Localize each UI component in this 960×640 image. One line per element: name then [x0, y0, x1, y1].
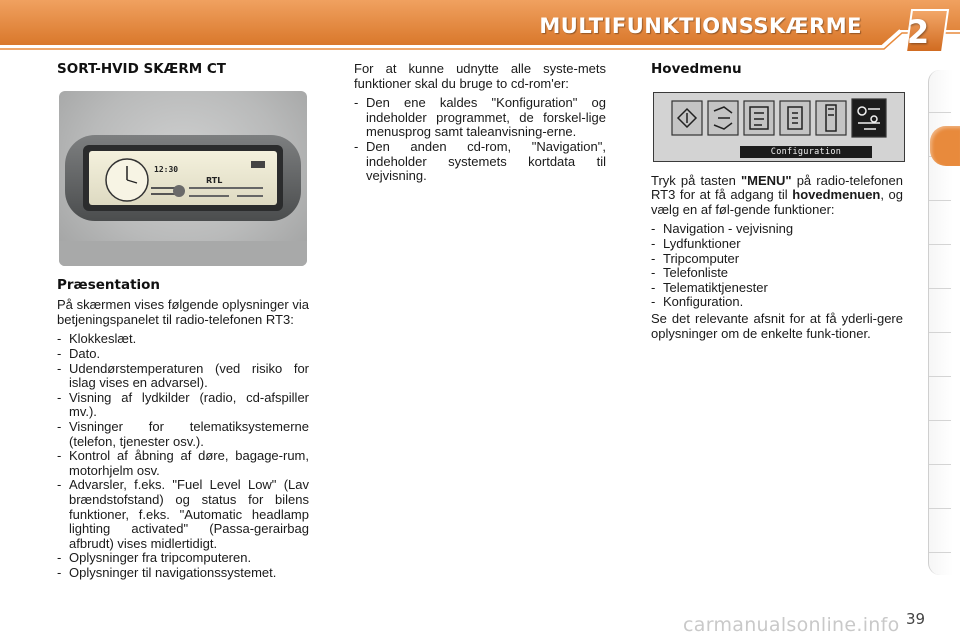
list-item: - Tripcomputer — [651, 252, 903, 267]
presentation-list — [57, 332, 309, 580]
right-column — [651, 62, 903, 346]
list-item: - Konfiguration. — [651, 295, 903, 310]
page-header — [0, 0, 960, 52]
menu-instruction: Tryk på tasten "MENU" på radio-telefonen RT3 for at få adgang til hovedmenuen, og vælg en af føl-gende funktioner: — [651, 172, 903, 217]
list-item: - Visninger for telematiksystemerne (telefon, tjenester osv.). — [57, 420, 309, 449]
list-item: - Advarsler, f.eks. "Fuel Level Low" (Lav brændstofstand) og status for bilens funktioner, f.eks. "Automatic headlamp lighting activated" (Passa-gerairbag afbrudt) vises midlertidigt. — [57, 478, 309, 551]
main-menu-screen — [653, 92, 905, 162]
presentation-intro: På skærmen vises følgende oplysninger via betjeningspanelet til radio-telefonen RT3: — [57, 297, 309, 327]
display-clock: 12:30 — [154, 164, 179, 174]
list-item: - Telematiktjenester — [651, 281, 903, 296]
list-item: - Navigation - vejvisning — [651, 222, 903, 237]
list-item: - Den ene kaldes "Konfiguration" og indeholder programmet, de forskel-lige menusprog samt taleanvisning-erne. — [354, 96, 606, 140]
cdrom-intro: For at kunne udnytte alle syste-mets funktioner skal du bruge to cd-rom'er: — [354, 61, 606, 91]
list-item: - Kontrol af åbning af døre, bagage-rum, motorhjelm osv. — [57, 449, 309, 478]
display-station: RTL — [206, 175, 223, 185]
watermark: carmanualsonline.info — [683, 614, 900, 636]
list-item: - Lydfunktioner — [651, 237, 903, 252]
list-item: - Udendørstemperaturen (ved risiko for islag vises en advarsel). — [57, 362, 309, 391]
page-title: MULTIFUNKTIONSSKÆRME — [539, 14, 862, 38]
section-title-main-menu: Hovedmenu — [651, 61, 742, 77]
list-item: - Telefonliste — [651, 266, 903, 281]
menu-key-label: "MENU" — [740, 172, 792, 188]
page-number: 39 — [906, 610, 926, 628]
list-item: - Oplysninger fra tripcomputeren. — [57, 551, 309, 566]
screen-caption: Configuration — [740, 146, 872, 158]
list-item: - Dato. — [57, 347, 309, 362]
middle-column — [354, 62, 606, 186]
chapter-number-badge: 2 — [906, 13, 930, 51]
list-item: - Den anden cd-rom, "Navigation", indeholder systemets kortdata til vejvisning. — [354, 140, 606, 184]
section-title-presentation: Præsentation — [57, 276, 161, 293]
cdrom-list — [354, 96, 606, 184]
menu-footer-note: Se det relevante afsnit for at få yderli-gere oplysninger om de enkelte funk-tioner. — [651, 310, 903, 341]
list-item: - Klokkeslæt. — [57, 332, 309, 347]
section-title-display: SORT-HVID SKÆRM CT — [57, 61, 226, 77]
active-chapter-tab — [930, 126, 960, 166]
dashboard-display-photo — [59, 91, 307, 266]
list-item: - Oplysninger til navigationssystemet. — [57, 566, 309, 581]
left-column — [57, 62, 309, 582]
menu-function-list — [651, 222, 903, 310]
main-menu-label: hovedmenuen — [792, 187, 881, 203]
list-item: - Visning af lydkilder (radio, cd-afspiller mv.). — [57, 391, 309, 420]
